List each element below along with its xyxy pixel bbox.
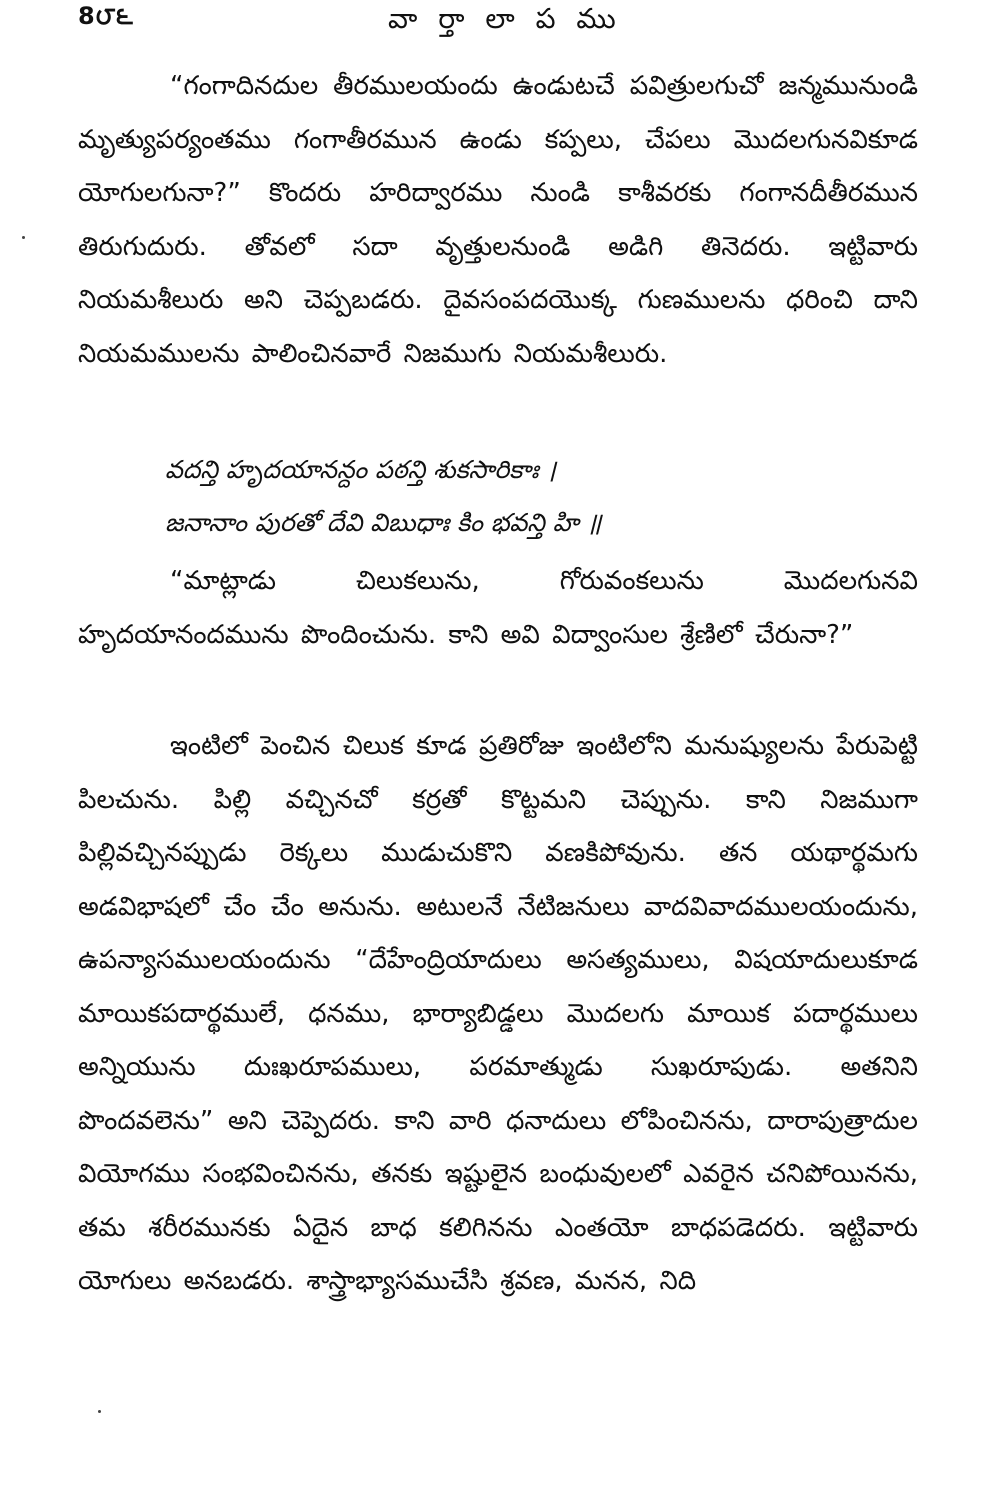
scan-speck: [98, 1410, 101, 1413]
verse-line-1: వదన్తి హృదయానన్దం పఠన్తి శుకసారికాః ।: [165, 455, 556, 484]
text-block-top: [78, 60, 918, 381]
running-title: వా ర్తా లా ప ము: [388, 2, 622, 35]
scan-speck: [22, 236, 25, 239]
paragraph-1: “గంగాదినదుల తీరములయందు ఉండుటచే పవిత్రులగుచో జన్మమునుండి మృత్యుపర్యంతము గంగాతీరమున ఉండు కప్పలు, చేపలు మొదలగునవికూడ యోగులగునా?” కొందరు హరిద్వారము నుండి కాశీవరకు గంగానదీతీరమున తిరుగుదురు. తోవలో సదా వృత్తులనుండి అడిగి తినెదరు. ఇట్టివారు నియమశీలురు అని చెప్పబడరు. దైవసంపదయొక్క గుణములను ధరించి దాని నియమములను పాలించినవారే నిజముగు నియమశీలురు.: [78, 71, 918, 369]
paragraph-3: ఇంటిలో పెంచిన చిలుక కూడ ప్రతిరోజు ఇంటిలోని మనుష్యులను పేరుపెట్టి పిలచును. పిల్లి వచ్చినచో కర్రతో కొట్టమని చెప్పును. కాని నిజముగా పిల్లివచ్చినప్పుడు రెక్కలు ముడుచుకొని వణకిపోవును. తన యథార్థమగు అడవిభాషలో చేం చేం అనును. అటులనే నేటిజనులు వాదవివాదములయందును, ఉపన్యాసములయందును “దేహేంద్రియాదులు అసత్యములు, విషయాదులుకూడ మాయికపదార్థములే, ధనము, భార్యాబిడ్డలు మొదలగు మాయిక పదార్థములు అన్నియును దుఃఖరూపములు, పరమాత్ముడు సుఖరూపుడు. అతనిని పొందవలెను” అని చెప్పెదరు. కాని వారి ధనాదులు లోపించినను, దారాపుత్రాదుల వియోగము సంభవించినను, తనకు ఇష్టులైన బంధువులలో ఎవరైన చనిపోయినను, తమ శరీరమునకు ఏదైన బాధ కలిగినను ఎంతయో బాధపడెదరు. ఇట్టివారు యోగులు అనబడరు. శాస్త్రాభ్యాసముచేసి శ్రవణ, మనన, నిది: [78, 731, 918, 1296]
sanskrit-verse: [165, 443, 865, 549]
text-block-middle: [78, 555, 918, 662]
text-block-bottom: [78, 720, 918, 1309]
page-number: 8౮౬: [78, 2, 134, 30]
paragraph-2: “మాట్లాడు చిలుకలును, గోరువంకలును మొదలగునవి హృదయానందమును పొందించును. కాని అవి విద్వాంసుల శ్రేణిలో చేరునా?”: [78, 566, 918, 650]
verse-line-2: జనానాం పురతో దేవి విబుధాః కిం భవన్తి హి ॥: [165, 508, 602, 537]
page-header: [78, 0, 919, 44]
